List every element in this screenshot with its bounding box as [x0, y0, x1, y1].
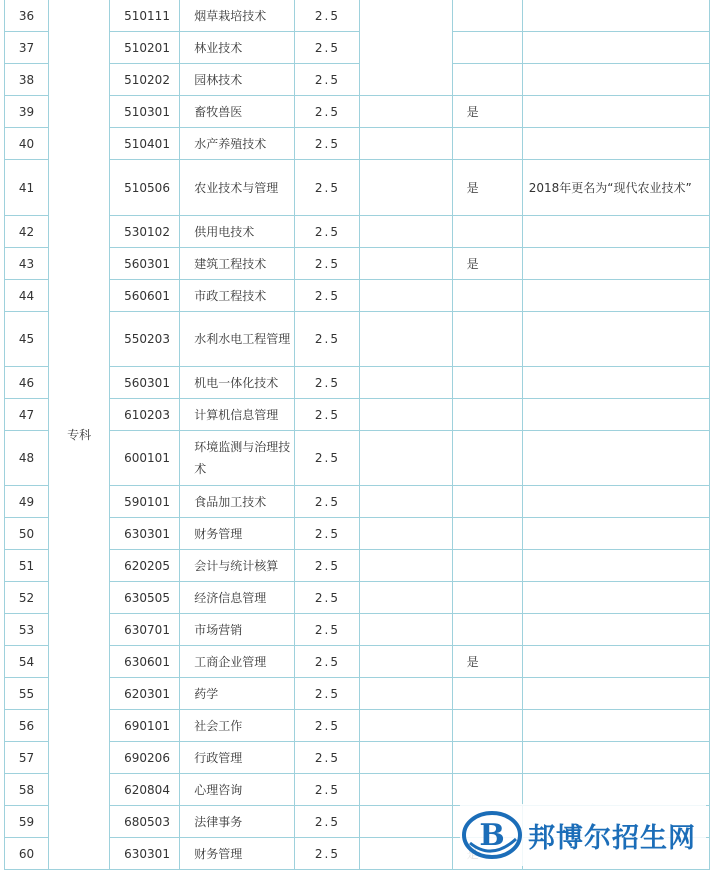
table-row — [5, 550, 710, 582]
major-name: 法律事务 — [180, 806, 295, 838]
major-code: 630505 — [110, 582, 180, 614]
blank-cell — [360, 312, 452, 367]
flag-cell — [452, 367, 522, 399]
flag-cell — [452, 216, 522, 248]
row-number: 48 — [5, 431, 49, 486]
note-cell — [522, 128, 709, 160]
flag-cell: 是 — [452, 248, 522, 280]
blank-cell — [360, 550, 452, 582]
duration-cell: 2.5 — [295, 96, 360, 128]
blank-cell — [360, 646, 452, 678]
major-name: 建筑工程技术 — [180, 248, 295, 280]
major-code: 610203 — [110, 399, 180, 431]
table-row — [5, 582, 710, 614]
duration-cell: 2.5 — [295, 128, 360, 160]
flag-cell: 是 — [452, 96, 522, 128]
note-cell — [522, 96, 709, 128]
flag-cell — [452, 550, 522, 582]
duration-cell: 2.5 — [295, 838, 360, 870]
duration-cell: 2.5 — [295, 248, 360, 280]
table-row — [5, 486, 710, 518]
blank-cell — [360, 582, 452, 614]
blank-cell — [360, 838, 452, 870]
table-row — [5, 710, 710, 742]
note-cell — [522, 678, 709, 710]
major-name: 计算机信息管理 — [180, 399, 295, 431]
table-row — [5, 280, 710, 312]
row-number: 54 — [5, 646, 49, 678]
flag-cell — [452, 128, 522, 160]
flag-cell — [452, 32, 522, 64]
flag-cell — [452, 518, 522, 550]
major-code: 560301 — [110, 248, 180, 280]
duration-cell: 2.5 — [295, 646, 360, 678]
duration-cell: 2.5 — [295, 367, 360, 399]
duration-cell: 2.5 — [295, 486, 360, 518]
table-row — [5, 216, 710, 248]
major-name: 烟草栽培技术 — [180, 0, 295, 32]
major-name: 工商企业管理 — [180, 646, 295, 678]
major-code: 630301 — [110, 838, 180, 870]
major-code: 510401 — [110, 128, 180, 160]
flag-cell — [452, 64, 522, 96]
major-name: 园林技术 — [180, 64, 295, 96]
row-number: 58 — [5, 774, 49, 806]
table-row — [5, 64, 710, 96]
note-cell — [522, 431, 709, 486]
row-number: 51 — [5, 550, 49, 582]
table-row — [5, 96, 710, 128]
duration-cell: 2.5 — [295, 431, 360, 486]
table-row — [5, 312, 710, 367]
major-code: 630301 — [110, 518, 180, 550]
row-number: 55 — [5, 678, 49, 710]
duration-cell: 2.5 — [295, 64, 360, 96]
major-name: 市场营销 — [180, 614, 295, 646]
table-row — [5, 678, 710, 710]
table-row — [5, 128, 710, 160]
blank-cell — [360, 216, 452, 248]
major-name: 供用电技术 — [180, 216, 295, 248]
flag-cell — [452, 431, 522, 486]
major-name: 食品加工技术 — [180, 486, 295, 518]
blank-cell — [360, 774, 452, 806]
blank-cell — [360, 128, 452, 160]
blank-cell — [360, 710, 452, 742]
note-cell — [522, 550, 709, 582]
major-name: 畜牧兽医 — [180, 96, 295, 128]
row-number: 60 — [5, 838, 49, 870]
program-table — [4, 0, 710, 870]
duration-cell: 2.5 — [295, 0, 360, 32]
major-name: 财务管理 — [180, 838, 295, 870]
table-row — [5, 518, 710, 550]
row-number: 45 — [5, 312, 49, 367]
major-name: 会计与统计核算 — [180, 550, 295, 582]
note-cell — [522, 0, 709, 32]
blank-cell — [360, 280, 452, 312]
note-cell: 2018年更名为“现代农业技术” — [522, 160, 709, 216]
duration-cell: 2.5 — [295, 32, 360, 64]
note-cell — [522, 216, 709, 248]
brand-name: 邦博尔招生网 — [528, 822, 696, 854]
duration-cell: 2.5 — [295, 216, 360, 248]
row-number: 44 — [5, 280, 49, 312]
flag-cell: 是 — [452, 646, 522, 678]
major-name: 行政管理 — [180, 742, 295, 774]
row-number: 42 — [5, 216, 49, 248]
flag-cell — [452, 486, 522, 518]
major-code: 510301 — [110, 96, 180, 128]
major-code: 510201 — [110, 32, 180, 64]
blank-cell — [360, 742, 452, 774]
brand-logo-icon — [462, 809, 522, 861]
major-name: 机电一体化技术 — [180, 367, 295, 399]
row-number: 39 — [5, 96, 49, 128]
major-name: 财务管理 — [180, 518, 295, 550]
flag-cell — [452, 312, 522, 367]
major-code: 690206 — [110, 742, 180, 774]
table-row — [5, 160, 710, 216]
level-cell: 专科 — [49, 0, 110, 870]
major-code: 550203 — [110, 312, 180, 367]
major-code: 600101 — [110, 431, 180, 486]
major-code: 630701 — [110, 614, 180, 646]
flag-cell — [452, 614, 522, 646]
blank-cell — [360, 367, 452, 399]
row-number: 46 — [5, 367, 49, 399]
note-cell — [522, 312, 709, 367]
site-watermark — [460, 804, 706, 866]
row-number: 40 — [5, 128, 49, 160]
note-cell — [522, 64, 709, 96]
duration-cell: 2.5 — [295, 582, 360, 614]
blank-cell — [360, 486, 452, 518]
row-number: 53 — [5, 614, 49, 646]
note-cell — [522, 367, 709, 399]
flag-cell — [452, 742, 522, 774]
note-cell — [522, 582, 709, 614]
major-name: 药学 — [180, 678, 295, 710]
duration-cell: 2.5 — [295, 774, 360, 806]
flag-cell — [452, 582, 522, 614]
table-row — [5, 774, 710, 806]
blank-cell — [360, 614, 452, 646]
note-cell — [522, 399, 709, 431]
blank-cell — [360, 806, 452, 838]
major-code: 620301 — [110, 678, 180, 710]
blank-cell — [360, 248, 452, 280]
table-row — [5, 646, 710, 678]
flag-cell — [452, 678, 522, 710]
duration-cell: 2.5 — [295, 806, 360, 838]
major-name: 心理咨询 — [180, 774, 295, 806]
row-number: 37 — [5, 32, 49, 64]
svg-text:B: B — [479, 818, 505, 853]
duration-cell: 2.5 — [295, 160, 360, 216]
table-row — [5, 399, 710, 431]
duration-cell: 2.5 — [295, 280, 360, 312]
blank-cell — [360, 160, 452, 216]
note-cell — [522, 280, 709, 312]
major-name: 环境监测与治理技术 — [180, 431, 295, 486]
flag-cell — [452, 710, 522, 742]
blank-cell — [360, 431, 452, 486]
major-code: 590101 — [110, 486, 180, 518]
major-code: 560301 — [110, 367, 180, 399]
table-row — [5, 32, 710, 64]
major-name: 水产养殖技术 — [180, 128, 295, 160]
note-cell — [522, 742, 709, 774]
major-code: 510202 — [110, 64, 180, 96]
note-cell — [522, 646, 709, 678]
row-number: 43 — [5, 248, 49, 280]
table-row — [5, 614, 710, 646]
flag-cell — [452, 280, 522, 312]
row-number: 56 — [5, 710, 49, 742]
major-code: 680503 — [110, 806, 180, 838]
flag-cell: 是 — [452, 160, 522, 216]
major-code: 690101 — [110, 710, 180, 742]
row-number: 47 — [5, 399, 49, 431]
row-number: 59 — [5, 806, 49, 838]
blank-cell — [360, 399, 452, 431]
note-cell — [522, 486, 709, 518]
duration-cell: 2.5 — [295, 678, 360, 710]
duration-cell: 2.5 — [295, 614, 360, 646]
table-row — [5, 0, 710, 32]
duration-cell: 2.5 — [295, 399, 360, 431]
major-name: 市政工程技术 — [180, 280, 295, 312]
major-name: 经济信息管理 — [180, 582, 295, 614]
flag-cell — [452, 399, 522, 431]
blank-cell — [360, 0, 452, 96]
note-cell — [522, 710, 709, 742]
table-row — [5, 431, 710, 486]
major-code: 630601 — [110, 646, 180, 678]
major-code: 560601 — [110, 280, 180, 312]
major-code: 510111 — [110, 0, 180, 32]
row-number: 41 — [5, 160, 49, 216]
duration-cell: 2.5 — [295, 742, 360, 774]
row-number: 49 — [5, 486, 49, 518]
note-cell — [522, 32, 709, 64]
note-cell — [522, 248, 709, 280]
note-cell — [522, 774, 709, 806]
duration-cell: 2.5 — [295, 518, 360, 550]
table-row — [5, 367, 710, 399]
blank-cell — [360, 96, 452, 128]
major-code: 530102 — [110, 216, 180, 248]
major-name: 林业技术 — [180, 32, 295, 64]
blank-cell — [360, 518, 452, 550]
major-code: 620804 — [110, 774, 180, 806]
duration-cell: 2.5 — [295, 550, 360, 582]
major-name: 社会工作 — [180, 710, 295, 742]
duration-cell: 2.5 — [295, 312, 360, 367]
table-row — [5, 248, 710, 280]
major-code: 510506 — [110, 160, 180, 216]
note-cell — [522, 614, 709, 646]
row-number: 52 — [5, 582, 49, 614]
row-number: 36 — [5, 0, 49, 32]
flag-cell — [452, 0, 522, 32]
major-code: 620205 — [110, 550, 180, 582]
row-number: 57 — [5, 742, 49, 774]
major-name: 农业技术与管理 — [180, 160, 295, 216]
row-number: 50 — [5, 518, 49, 550]
table-row — [5, 742, 710, 774]
row-number: 38 — [5, 64, 49, 96]
blank-cell — [360, 678, 452, 710]
note-cell — [522, 518, 709, 550]
major-name: 水利水电工程管理 — [180, 312, 295, 367]
flag-cell — [452, 774, 522, 806]
duration-cell: 2.5 — [295, 710, 360, 742]
